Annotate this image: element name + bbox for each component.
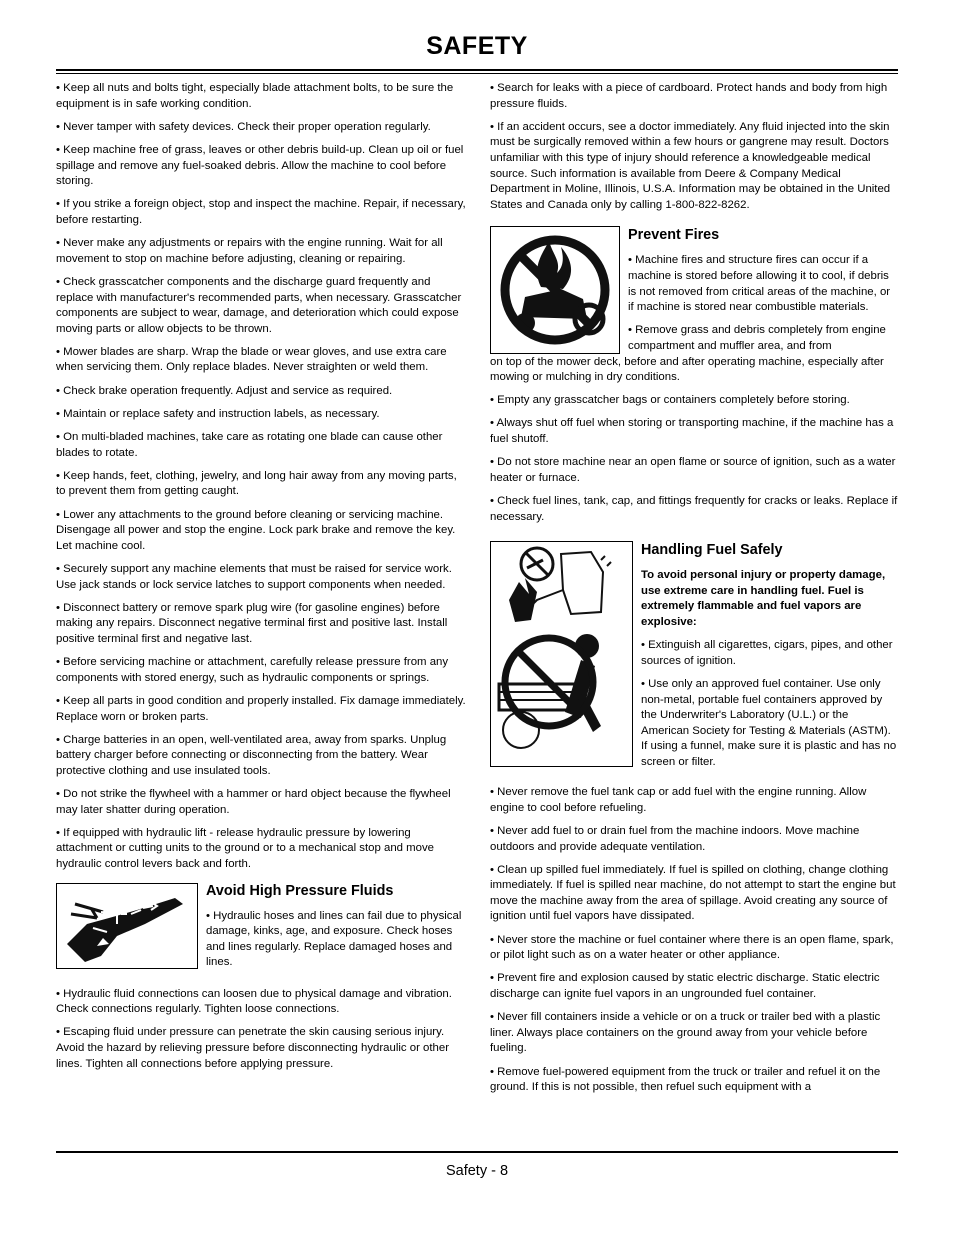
list-item: • On multi-bladed machines, take care as rotating one blade can cause other blades to rotate. [56,431,443,459]
prevent-fires-section [490,226,898,354]
list-item: • Maintain or replace safety and instruction labels, as necessary. [56,407,380,420]
list-item: • Never make any adjustments or repairs with the engine running. Wait for all movement to stop on machine before adjusting, cleaning or repairing. [56,237,443,265]
list-item: • Keep hands, feet, clothing, jewelry, and long hair away from any moving parts, to prevent them from getting caught. [56,469,457,498]
list-item: • Keep machine free of grass, leaves or other debris build-up. Clean up oil or fuel spillage and remove any fuel-soaked debris. Allow the machine to cool before storing. [56,143,464,188]
page-title: SAFETY [426,32,528,60]
list-item: • Mower blades are sharp. Wrap the blade or wear gloves, and use extra care when servicing them. Only replace blades. Never straighten or weld them. [56,345,447,374]
list-item: • Remove fuel-powered equipment from the truck or trailer and refuel it on the ground. If this is not possible, then refuel such equipment with a [490,1065,881,1094]
list-item: • Do not strike the flywheel with a hammer or hard object because the flywheel may later shatter during operation. [56,788,451,816]
list-item: • Hydraulic fluid connections can loosen due to physical damage and vibration. Check connections regularly. Tighten loose connections. [56,987,452,1016]
list-item: • Charge batteries in an open, well-ventilated area, away from sparks. Unplug battery charger before connecting or disconnecting from the battery. Wear protective clothing and use insulated tools. [56,733,447,777]
list-item: • Check grasscatcher components and the discharge guard frequently and replace with manufacturer's recommended parts, when necessary. Grasscatcher components are subject to wear, damage, and deterioration which could expose moving parts or allow objects to be thrown. [56,275,462,335]
prevent-fires-heading: Prevent Fires [628,227,720,244]
list-item: • If an accident occurs, see a doctor immediately. Any fluid injected into the skin must be surgically removed within a few hours or gangrene may result. Doctors unfamiliar with this type of injury should reference a knowledgeable medical source. Such information is available from Deere & Company Medical Department in Moline, Illinois, U.S.A. Information may be obtained in the United States and Canada only by calling 1-800-822-8262. [490,120,891,211]
high-pressure-fluid-icon [56,883,198,969]
right-column [490,81,898,1103]
left-column [56,81,466,1080]
page-footer: Safety - 8 [445,1163,509,1179]
list-item: • Search for leaks with a piece of cardboard. Protect hands and body from high pressure fluids. [490,82,888,110]
no-fire-icon [490,226,620,354]
fuel-safety-icon [490,541,633,767]
fuel-warning-text: To avoid personal injury or property damage, use extreme care in handling fuel. Fuel is extremely flammable and fuel vapors are explosive: [641,569,886,628]
footer-rule [56,1151,898,1153]
list-item: • Clean up spilled fuel immediately. If fuel is spilled on clothing, change clothing immediately. If fuel is spilled near machine, do not attempt to start the engine but move the machine away from the area of spillage. Avoid creating any source of ignition until fuel vapors have dissipated. [490,863,896,923]
list-item: • Machine fires and structure fires can occur if a machine is stored before allowing it to cool, if debris is not removed from critical areas of the machine, or if machine is stored near combustible materials. [628,254,891,314]
list-item: • Use only an approved fuel container. Use only non-metal, portable fuel containers approved by the Underwriter's Laboratory (U.L.) or the American Society for Testing & Materials (ASTM). If using a funnel, make sure it is plastic and has no screen or filter. [641,677,897,768]
left-safety-list [56,81,466,873]
list-item: • Keep all nuts and bolts tight, especially blade attachment bolts, to be sure the equipment is in safe working condition. [56,82,454,110]
list-item: • Extinguish all cigarettes, cigars, pipes, and other sources of ignition. [641,639,893,667]
list-item: • Never store the machine or fuel container where there is an open flame, spark, or pilot light such as on a water heater or other appliance. [490,933,894,962]
list-item: • Escaping fluid under pressure can penetrate the skin causing serious injury. Avoid the hazard by relieving pressure before disconnecting hydraulic or other lines. Tighten all connections before applying pressure. [56,1026,449,1070]
handling-fuel-heading: Handling Fuel Safely [641,542,783,559]
list-item: • Never tamper with safety devices. Check their proper operation regularly. [56,120,431,133]
list-item: • Hydraulic hoses and lines can fail due to physical damage, kinks, age, and exposure. Check hoses and lines regularly. Replace damaged hoses and lines. [206,909,462,969]
list-item: • Prevent fire and explosion caused by static electric discharge. Static electric discharge can ignite fuel vapors in an ungrounded fuel container. [490,972,880,1001]
list-item: • Never fill containers inside a vehicle or on a truck or trailer bed with a plastic liner. Always place containers on the ground away from your vehicle before fueling. [490,1011,881,1055]
list-item: • Keep all parts in good condition and properly installed. Fix damage immediately. Replace worn or broken parts. [56,694,466,723]
list-item: • Always shut off fuel when storing or transporting machine, if the machine has a fuel shutoff. [490,417,894,446]
list-item: • Empty any grasscatcher bags or containers completely before storing. [490,394,850,407]
header-rule [56,69,898,71]
list-item-continuation: on top of the mower deck, before and after operating machine, especially after mowing or mulching in dry conditions. [490,355,884,384]
list-item: • Securely support any machine elements that must be raised for service work. Use jack stands or lock service latches to support components when needed. [56,562,452,591]
list-item: • Never add fuel to or drain fuel from the machine indoors. Move machine outdoors and provide adequate ventilation. [490,824,860,853]
list-item: • Check fuel lines, tank, cap, and fittings frequently for cracks or leaks. Replace if necessary. [490,495,898,523]
header-rule-thin [56,73,898,74]
list-item: • Lower any attachments to the ground before cleaning or servicing machine. Disengage all power and stop the engine. Lock park brake and remove the key. Let machine cool. [56,508,456,552]
list-item: • Remove grass and debris completely from engine compartment and muffler area, and from [628,324,886,352]
handling-fuel-section [490,541,898,778]
pressure-fluids-heading: Avoid High Pressure Fluids [206,882,394,899]
list-item: • If you strike a foreign object, stop and inspect the machine. Repair, if necessary, before restarting. [56,198,466,226]
list-item: • Disconnect battery or remove spark plug wire (for gasoline engines) before making any repairs. Disconnect negative terminal first and positive last. Install positive terminal first and negative last. [56,601,448,645]
list-item: • Do not store machine near an open flame or source of ignition, such as a water heater or furnace. [490,456,896,484]
pressure-fluids-section [56,883,466,979]
list-item: • Before servicing machine or attachment, carefully release pressure from any components with stored energy, such as hydraulic components or springs. [56,656,449,684]
list-item: • Check brake operation frequently. Adjust and service as required. [56,384,393,397]
list-item: • If equipped with hydraulic lift - release hydraulic pressure by lowering attachment or cutting units to the ground or to a mechanical stop and move hydraulic control levers back and forth. [56,826,435,871]
list-item: • Never remove the fuel tank cap or add fuel with the engine running. Allow engine to cool before refueling. [490,786,867,814]
